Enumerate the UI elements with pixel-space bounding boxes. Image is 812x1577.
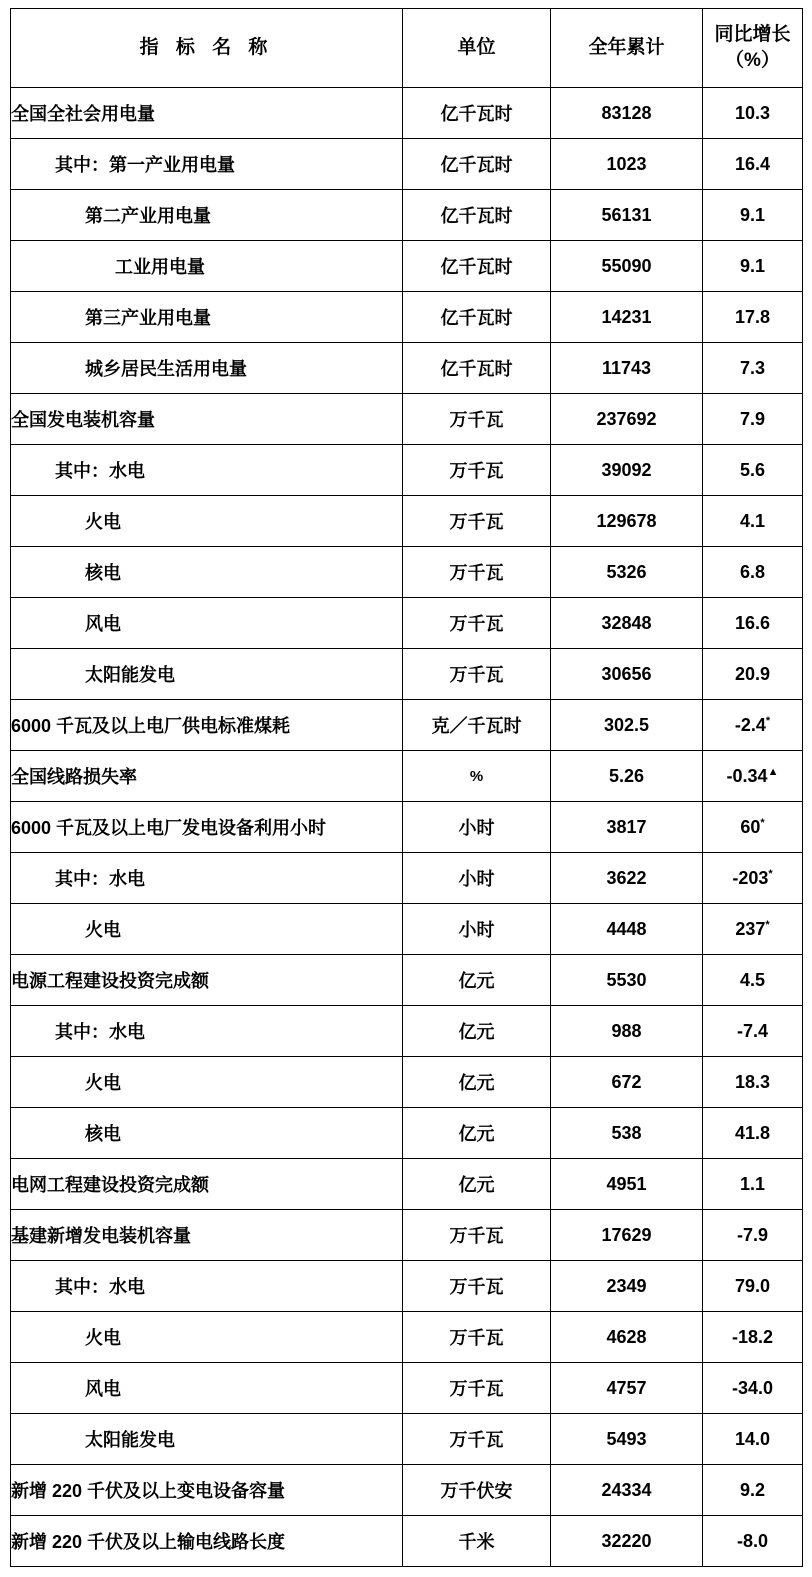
- table-row: [11, 1261, 803, 1312]
- row-unit: 万千瓦: [403, 598, 551, 649]
- row-annual-total: 4951: [551, 1159, 703, 1210]
- table-row: [11, 445, 803, 496]
- header-growth: [703, 9, 803, 88]
- row-growth-value: 4.5: [739, 969, 766, 990]
- row-unit: 亿千瓦时: [403, 292, 551, 343]
- row-annual-total: 24334: [551, 1465, 703, 1516]
- table-row: [11, 1210, 803, 1261]
- row-growth: [703, 343, 803, 394]
- row-indicator-name: 核电: [11, 1108, 403, 1159]
- row-indicator-name: 工业用电量: [11, 241, 403, 292]
- row-unit: 万千瓦: [403, 1312, 551, 1363]
- row-indicator-name: 电网工程建设投资完成额: [11, 1159, 403, 1210]
- row-unit: 小时: [403, 853, 551, 904]
- table-row: [11, 1465, 803, 1516]
- row-growth-value: 14.0: [734, 1428, 771, 1449]
- row-growth: [703, 1006, 803, 1057]
- row-growth: [703, 88, 803, 139]
- row-indicator-name: 其中：水电: [11, 853, 403, 904]
- row-growth-value: -7.4: [736, 1020, 769, 1041]
- table-row: [11, 88, 803, 139]
- table-row: [11, 1057, 803, 1108]
- row-annual-total: 672: [551, 1057, 703, 1108]
- row-indicator-name: 城乡居民生活用电量: [11, 343, 403, 394]
- table-row: [11, 1159, 803, 1210]
- table-row: [11, 1516, 803, 1567]
- row-growth: [703, 292, 803, 343]
- row-growth-value: 6.8: [739, 561, 766, 582]
- row-growth-value: 20.9: [734, 663, 771, 684]
- table-row: [11, 853, 803, 904]
- row-growth-value: 9.1: [739, 204, 766, 225]
- row-unit: 亿元: [403, 1159, 551, 1210]
- row-annual-total: 32848: [551, 598, 703, 649]
- row-annual-total: 55090: [551, 241, 703, 292]
- row-annual-total: 3622: [551, 853, 703, 904]
- row-unit: %: [403, 751, 551, 802]
- row-indicator-name: 全国发电装机容量: [11, 394, 403, 445]
- row-indicator-name: 其中：第一产业用电量: [11, 139, 403, 190]
- row-unit: 万千瓦: [403, 1261, 551, 1312]
- row-growth: [703, 1312, 803, 1363]
- row-unit: 万千瓦: [403, 394, 551, 445]
- row-growth: [703, 394, 803, 445]
- header-growth-line1: 同比增长: [714, 24, 791, 46]
- row-growth-value: 4.1: [739, 510, 766, 531]
- row-growth-footnote-mark: *: [760, 816, 765, 829]
- row-growth-value: -34.0: [731, 1377, 774, 1398]
- row-indicator-name: 第二产业用电量: [11, 190, 403, 241]
- row-annual-total: 4628: [551, 1312, 703, 1363]
- row-unit: 克／千瓦时: [403, 700, 551, 751]
- row-indicator-name: 火电: [11, 1312, 403, 1363]
- table-row: [11, 496, 803, 547]
- row-annual-total: 56131: [551, 190, 703, 241]
- table-row: [11, 598, 803, 649]
- row-annual-total: 3817: [551, 802, 703, 853]
- row-growth: [703, 598, 803, 649]
- row-growth-value: -8.0: [736, 1530, 769, 1551]
- row-growth: [703, 904, 803, 955]
- row-unit: 亿元: [403, 1108, 551, 1159]
- row-indicator-name: 全国线路损失率: [11, 751, 403, 802]
- table-row: [11, 1108, 803, 1159]
- row-growth-value: -0.34: [726, 765, 768, 786]
- row-indicator-name: 火电: [11, 1057, 403, 1108]
- header-row: [11, 9, 803, 88]
- table-row: [11, 649, 803, 700]
- row-growth: [703, 700, 803, 751]
- table-row: [11, 394, 803, 445]
- table-row: [11, 547, 803, 598]
- table-row: [11, 1363, 803, 1414]
- row-annual-total: 129678: [551, 496, 703, 547]
- table-row: [11, 1312, 803, 1363]
- electricity-statistics-table: [10, 8, 803, 1567]
- row-annual-total: 39092: [551, 445, 703, 496]
- row-growth: [703, 1261, 803, 1312]
- row-growth-value: -2.4: [734, 714, 766, 735]
- row-indicator-name: 全国全社会用电量: [11, 88, 403, 139]
- table-row: [11, 904, 803, 955]
- row-annual-total: 5.26: [551, 751, 703, 802]
- row-annual-total: 237692: [551, 394, 703, 445]
- row-growth: [703, 1057, 803, 1108]
- row-growth: [703, 190, 803, 241]
- row-growth-value: 18.3: [734, 1071, 771, 1092]
- row-growth: [703, 445, 803, 496]
- row-growth: [703, 955, 803, 1006]
- row-unit: 万千瓦: [403, 445, 551, 496]
- row-annual-total: 83128: [551, 88, 703, 139]
- row-unit: 亿千瓦时: [403, 88, 551, 139]
- header-unit: 单位: [403, 9, 551, 88]
- row-growth: [703, 802, 803, 853]
- table-row: [11, 241, 803, 292]
- header-total: 全年累计: [551, 9, 703, 88]
- row-unit: 万千瓦: [403, 1363, 551, 1414]
- header-indicator-name: [11, 9, 403, 88]
- table-row: [11, 700, 803, 751]
- row-indicator-name: 太阳能发电: [11, 649, 403, 700]
- row-annual-total: 5530: [551, 955, 703, 1006]
- row-growth-value: 9.1: [739, 255, 766, 276]
- row-growth-value: -7.9: [736, 1224, 769, 1245]
- row-annual-total: 4757: [551, 1363, 703, 1414]
- row-growth-value: 5.6: [739, 459, 766, 480]
- row-indicator-name: 第三产业用电量: [11, 292, 403, 343]
- row-growth-value: 237: [735, 918, 766, 939]
- row-unit: 亿元: [403, 1006, 551, 1057]
- row-growth-value: 1.1: [739, 1173, 766, 1194]
- row-indicator-name: 风电: [11, 598, 403, 649]
- row-unit: 万千瓦: [403, 649, 551, 700]
- row-indicator-name: 其中：水电: [11, 445, 403, 496]
- row-annual-total: 5493: [551, 1414, 703, 1465]
- row-unit: 亿千瓦时: [403, 343, 551, 394]
- row-unit: 小时: [403, 904, 551, 955]
- row-unit: 万千瓦: [403, 547, 551, 598]
- table-row: [11, 1006, 803, 1057]
- row-growth-footnote-mark: *: [765, 918, 770, 931]
- row-growth: [703, 751, 803, 802]
- row-indicator-name: 电源工程建设投资完成额: [11, 955, 403, 1006]
- row-indicator-name: 6000 千瓦及以上电厂供电标准煤耗: [11, 700, 403, 751]
- table-row: [11, 292, 803, 343]
- row-growth-value: 17.8: [734, 306, 771, 327]
- row-indicator-name: 核电: [11, 547, 403, 598]
- row-growth-value: 79.0: [734, 1275, 771, 1296]
- row-growth-value: -18.2: [731, 1326, 774, 1347]
- row-growth: [703, 1108, 803, 1159]
- table-header: [11, 9, 803, 88]
- row-growth-value: 60: [740, 816, 761, 837]
- table-row: [11, 802, 803, 853]
- row-annual-total: 1023: [551, 139, 703, 190]
- header-indicator-name-text: 指 标 名 称: [139, 37, 274, 59]
- row-indicator-name: 基建新增发电装机容量: [11, 1210, 403, 1261]
- row-indicator-name: 其中：水电: [11, 1006, 403, 1057]
- row-growth-value: 16.6: [734, 612, 771, 633]
- row-annual-total: 17629: [551, 1210, 703, 1261]
- row-growth: [703, 1159, 803, 1210]
- row-unit: 亿元: [403, 955, 551, 1006]
- row-unit: 亿千瓦时: [403, 190, 551, 241]
- row-growth: [703, 1465, 803, 1516]
- row-unit: 万千瓦: [403, 1210, 551, 1261]
- table-body: [11, 88, 803, 1567]
- row-annual-total: 4448: [551, 904, 703, 955]
- row-growth-footnote-mark: ▲: [767, 765, 779, 778]
- row-growth-value: -203: [732, 867, 769, 888]
- row-unit: 万千瓦: [403, 496, 551, 547]
- row-annual-total: 5326: [551, 547, 703, 598]
- row-indicator-name: 新增 220 千伏及以上变电设备容量: [11, 1465, 403, 1516]
- row-growth: [703, 649, 803, 700]
- row-growth: [703, 853, 803, 904]
- row-annual-total: 14231: [551, 292, 703, 343]
- table-row: [11, 751, 803, 802]
- row-growth-footnote-mark: *: [768, 867, 773, 880]
- row-indicator-name: 6000 千瓦及以上电厂发电设备利用小时: [11, 802, 403, 853]
- row-indicator-name: 新增 220 千伏及以上输电线路长度: [11, 1516, 403, 1567]
- row-growth: [703, 496, 803, 547]
- row-growth: [703, 1363, 803, 1414]
- row-growth-footnote-mark: *: [765, 714, 771, 727]
- table-row: [11, 1414, 803, 1465]
- row-growth-value: 9.2: [739, 1479, 766, 1500]
- row-annual-total: 32220: [551, 1516, 703, 1567]
- row-unit: 小时: [403, 802, 551, 853]
- row-unit: 亿元: [403, 1057, 551, 1108]
- row-unit: 亿千瓦时: [403, 139, 551, 190]
- table-row: [11, 139, 803, 190]
- row-indicator-name: 火电: [11, 496, 403, 547]
- row-growth: [703, 547, 803, 598]
- row-growth-value: 16.4: [734, 153, 771, 174]
- row-unit: 亿千瓦时: [403, 241, 551, 292]
- row-annual-total: 302.5: [551, 700, 703, 751]
- table-row: [11, 343, 803, 394]
- row-growth-value: 7.9: [739, 408, 766, 429]
- row-growth: [703, 1516, 803, 1567]
- table-row: [11, 190, 803, 241]
- table-row: [11, 955, 803, 1006]
- row-growth: [703, 241, 803, 292]
- row-annual-total: 538: [551, 1108, 703, 1159]
- row-annual-total: 30656: [551, 649, 703, 700]
- row-growth-value: 41.8: [734, 1122, 771, 1143]
- row-growth-value: 7.3: [739, 357, 766, 378]
- header-growth-line2: （%）: [725, 50, 780, 71]
- row-indicator-name: 太阳能发电: [11, 1414, 403, 1465]
- row-growth-value: 10.3: [734, 102, 771, 123]
- row-growth: [703, 1210, 803, 1261]
- row-annual-total: 11743: [551, 343, 703, 394]
- row-growth: [703, 1414, 803, 1465]
- row-annual-total: 2349: [551, 1261, 703, 1312]
- row-growth: [703, 139, 803, 190]
- row-unit: 千米: [403, 1516, 551, 1567]
- row-indicator-name: 其中：水电: [11, 1261, 403, 1312]
- row-unit: 万千伏安: [403, 1465, 551, 1516]
- row-indicator-name: 火电: [11, 904, 403, 955]
- row-unit: 万千瓦: [403, 1414, 551, 1465]
- row-indicator-name: 风电: [11, 1363, 403, 1414]
- row-annual-total: 988: [551, 1006, 703, 1057]
